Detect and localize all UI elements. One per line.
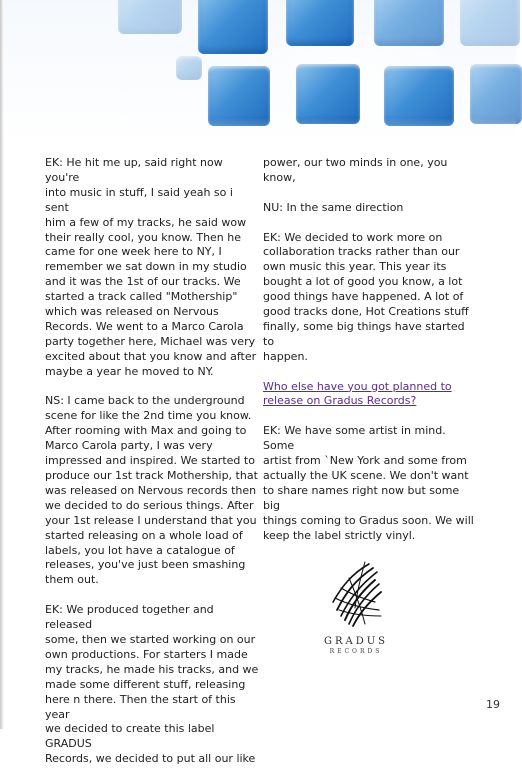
paragraph: EK: We decided to work more on collaboration tracks rather than our own music this year. This year its bought a lot of good you know, a lot good things have happened. A lot of good tracks done, Hot Creations stuff finally, some big things have started to happen. — [263, 230, 469, 363]
banner-tile — [118, 0, 182, 34]
banner-tile — [384, 66, 454, 126]
banner-fade — [0, 118, 516, 152]
banner-tile — [470, 64, 522, 124]
interview-question-link[interactable]: Who else have you got planned to release on Gradus Records? — [263, 379, 452, 408]
paragraph: NS: I came back to the underground scene for like the 2nd time you know. After rooming with Max and going to Marco Carola party, I was very impressed and inspired. We started to produce our 1st track Mothership, that was released on Nervous records then we decided to do serious things. After your 1st release I understand that you started releasing on a whole load of labels, you lot have a catalogue of releases, you've just been smashing them out. — [45, 394, 258, 587]
gradus-records-logo — [308, 558, 404, 655]
banner-tile — [460, 0, 520, 46]
article-left-column — [45, 156, 259, 782]
paragraph: EK: We have some artist in mind. Some artist from `New York and some from actually the UK scene. We don't want to share names right now but some big things coming to Gradus soon. We will keep the label strictly vinyl. — [263, 424, 474, 542]
header-banner — [0, 0, 516, 150]
banner-tile — [208, 66, 270, 126]
banner-tile — [198, 0, 268, 54]
scribble-mark-icon — [321, 558, 391, 632]
paragraph: NU: In the same direction — [263, 200, 404, 214]
paragraph: EK: We produced together and released some, then we started working on our own productions. For starters I made my tracks, he made his tracks, and we made some different stuff, releasing here n there. Then the start of this year we decided to create this label GRADUS Records, we decided to put all our like — [45, 603, 259, 766]
paragraph: power, our two minds in one, you know, — [263, 156, 448, 184]
page-edge-shadow — [0, 0, 4, 729]
page-number: 19 — [486, 698, 500, 711]
banner-tile — [296, 64, 360, 124]
banner-tile — [286, 0, 354, 46]
paragraph: EK: He hit me up, said right now you're into music in stuff, I said yeah so i sent him a few of my tracks, he said wow their really cool, you know. Then he came for one week here to NY, I remember we sat down in my studio and it was the 1st of our tracks. We started a track called "Mothership" which was released on Nervous Records. We went to a Marco Carola party together here, Michael was very excited about that you know and after maybe a year he moved to NY. — [45, 156, 257, 378]
article-right-column — [263, 156, 478, 558]
logo-name: GRADUS — [323, 636, 389, 647]
banner-tile — [374, 0, 444, 46]
logo-subtitle: RECORDS — [329, 648, 383, 655]
banner-tile — [176, 56, 202, 80]
